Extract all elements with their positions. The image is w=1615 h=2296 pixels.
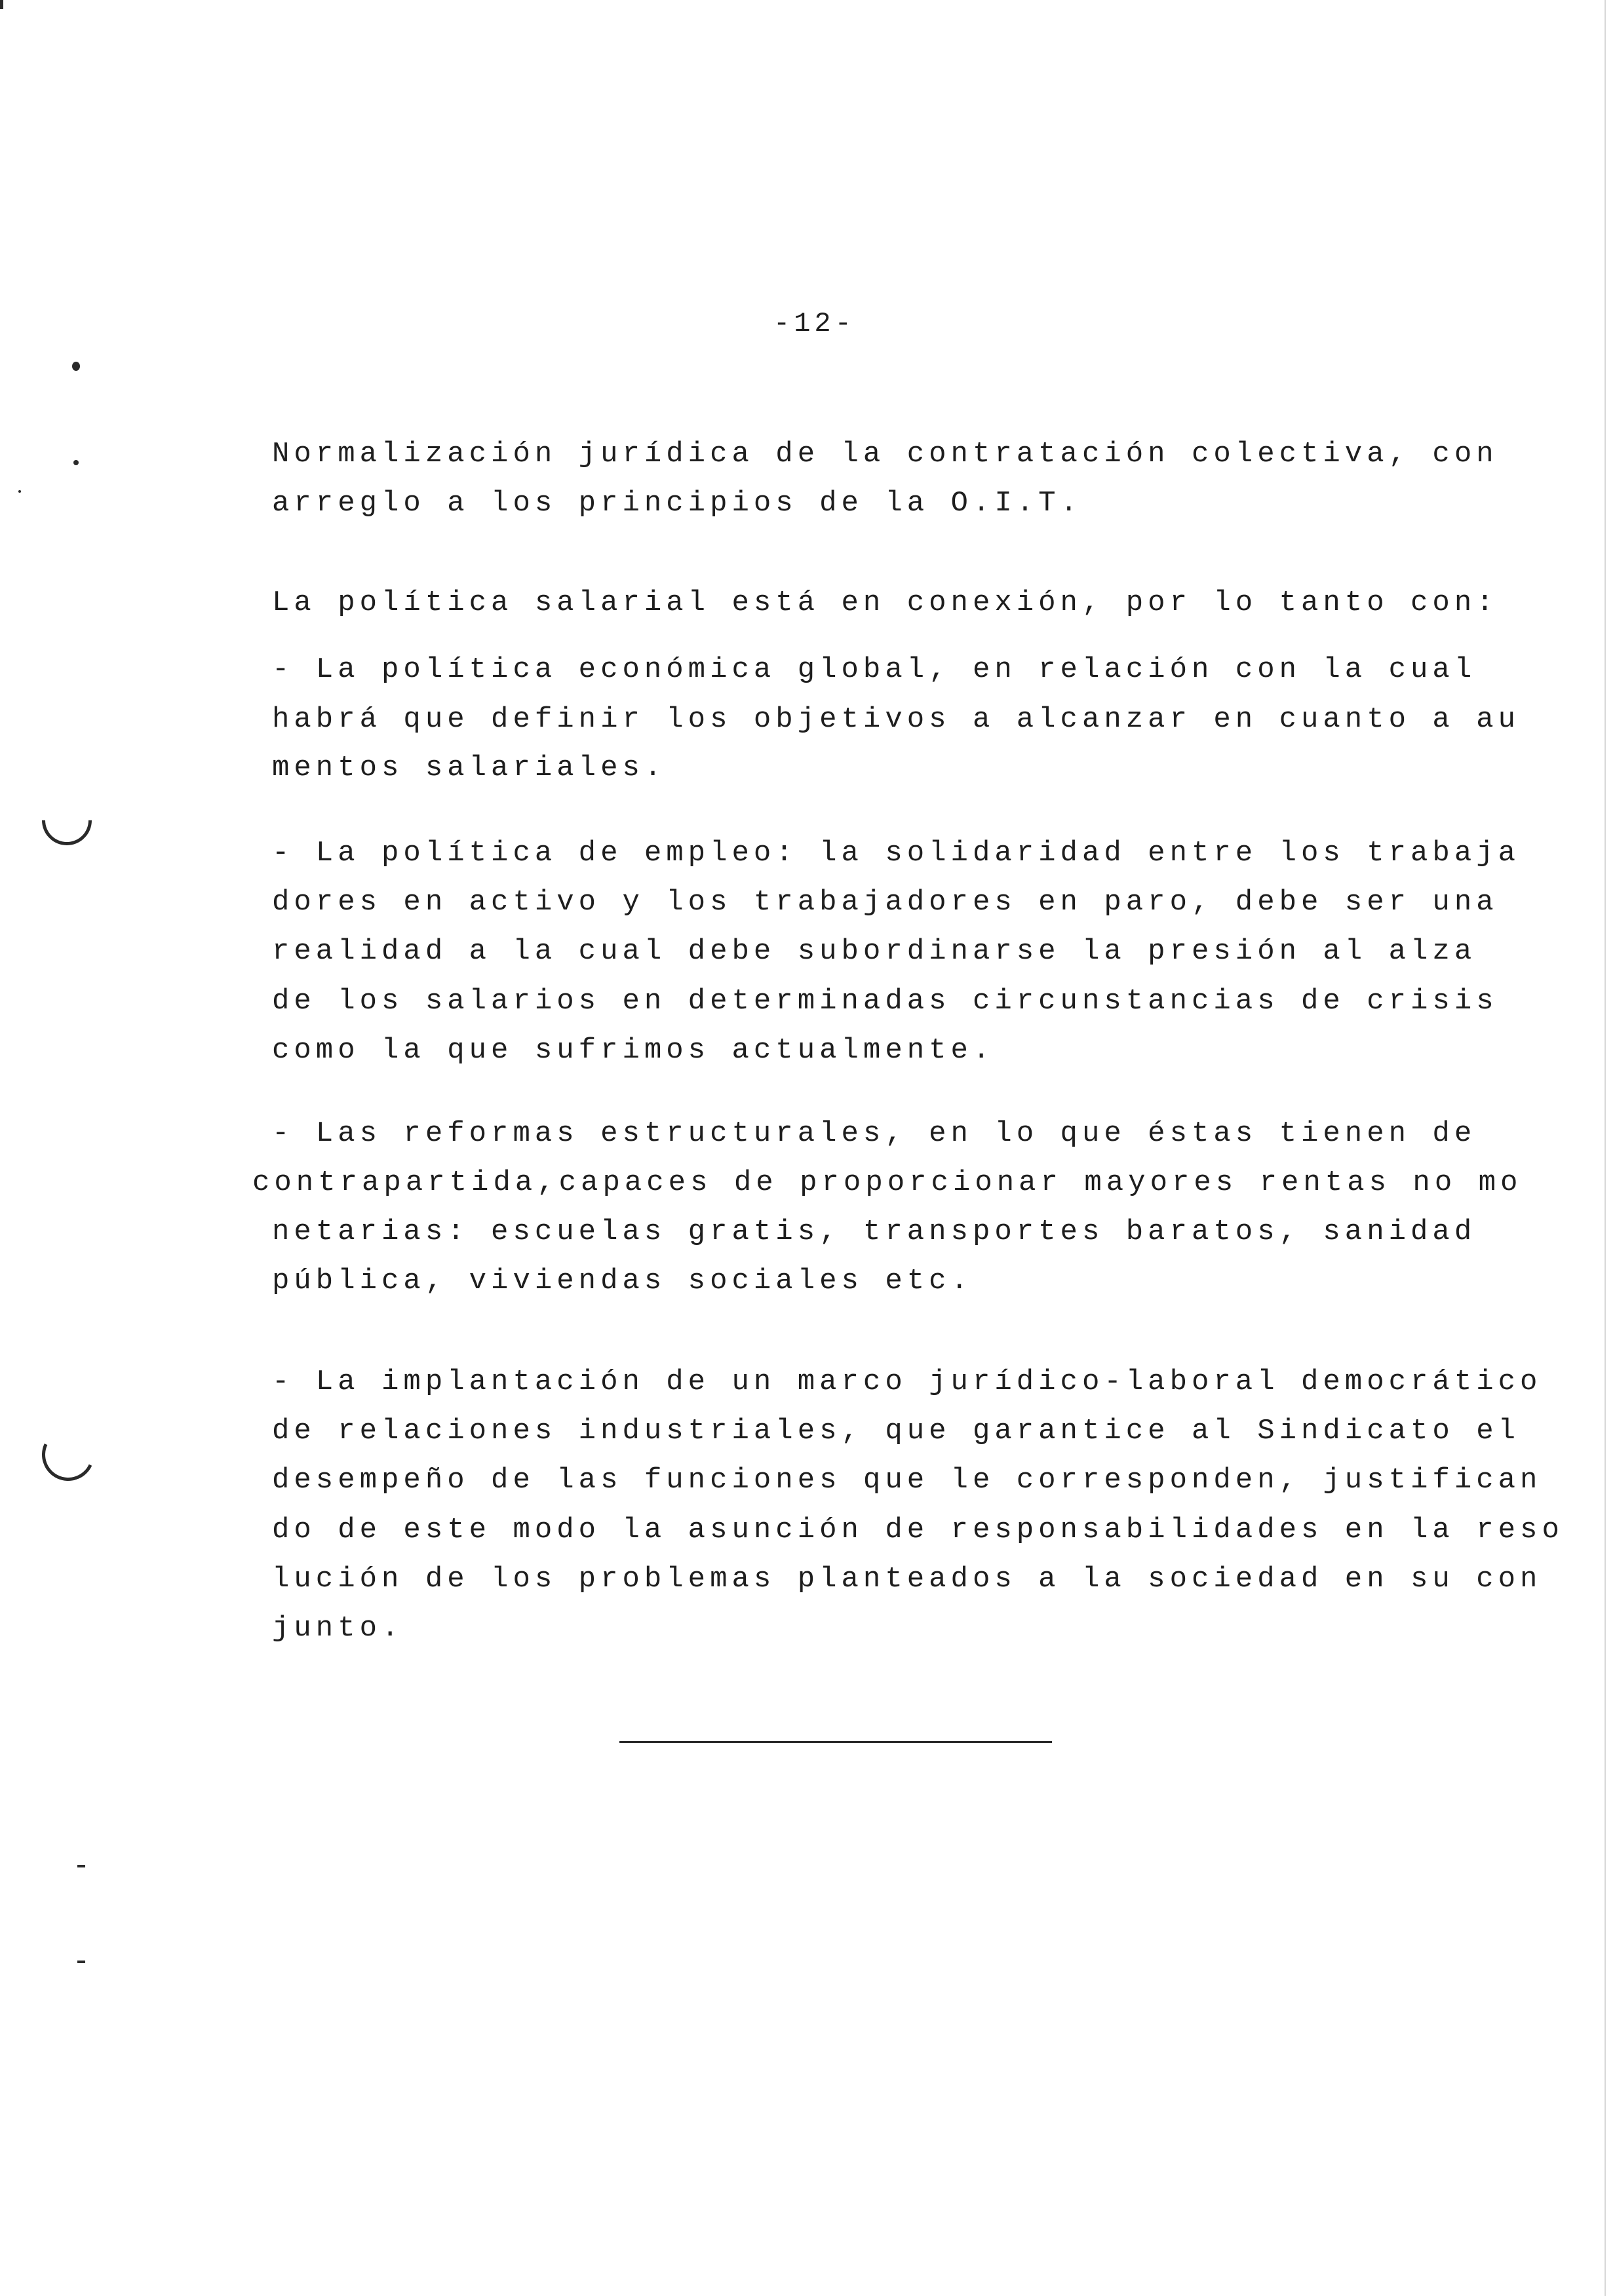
margin-dot bbox=[72, 362, 80, 371]
text-line: Normalización jurídica de la contratación colectiva, con bbox=[272, 438, 1498, 470]
text-line: realidad a la cual debe subordinarse la presión al alza bbox=[272, 935, 1477, 968]
page-number: -12- bbox=[773, 308, 855, 339]
text-line: habrá que definir los objetivos a alcanzar en cuanto a au bbox=[272, 703, 1521, 736]
text-line: - Las reformas estructurales, en lo que éstas tienen de bbox=[272, 1117, 1477, 1150]
text-line: pública, viviendas sociales etc. bbox=[272, 1265, 973, 1297]
text-line: desempeño de las funciones que le corresponden, justifican bbox=[272, 1464, 1542, 1497]
text-line: netarias: escuelas gratis, transportes baratos, sanidad bbox=[272, 1215, 1477, 1248]
text-line: arreglo a los principios de la O.I.T. bbox=[272, 487, 1082, 520]
text-line: lución de los problemas planteados a la sociedad en su con bbox=[272, 1563, 1542, 1596]
text-line: de relaciones industriales, que garantice al Sindicato el bbox=[272, 1415, 1521, 1447]
text-line: mentos salariales. bbox=[272, 752, 667, 784]
margin-dash bbox=[77, 1961, 85, 1963]
text-line: como la que sufrimos actualmente. bbox=[272, 1034, 995, 1067]
punch-hole-mark bbox=[35, 1421, 102, 1489]
text-line: dores en activo y los trabajadores en paro, debe ser una bbox=[272, 886, 1498, 919]
text-line: contrapartida,capaces de proporcionar mayores rentas no mo bbox=[252, 1166, 1523, 1199]
text-line: La política salarial está en conexión, por lo tanto con: bbox=[272, 586, 1498, 619]
text-line: - La política de empleo: la solidaridad entre los trabaja bbox=[272, 837, 1521, 870]
page-edge-shadow bbox=[1605, 0, 1606, 2296]
text-line: - La implantación de un marco jurídico-laboral democrático bbox=[272, 1366, 1542, 1398]
margin-dot bbox=[73, 460, 79, 465]
text-line: de los salarios en determinadas circunstancias de crisis bbox=[272, 985, 1498, 1018]
margin-dash bbox=[77, 1865, 85, 1867]
text-line: junto. bbox=[272, 1612, 404, 1645]
closing-rule bbox=[619, 1741, 1052, 1743]
corner-speck bbox=[0, 0, 3, 9]
text-line: do de este modo la asunción de responsabilidades en la reso bbox=[272, 1514, 1564, 1546]
text-line: - La política económica global, en relación con la cual bbox=[272, 653, 1477, 686]
punch-hole-mark bbox=[31, 785, 102, 855]
margin-dot bbox=[18, 490, 21, 493]
